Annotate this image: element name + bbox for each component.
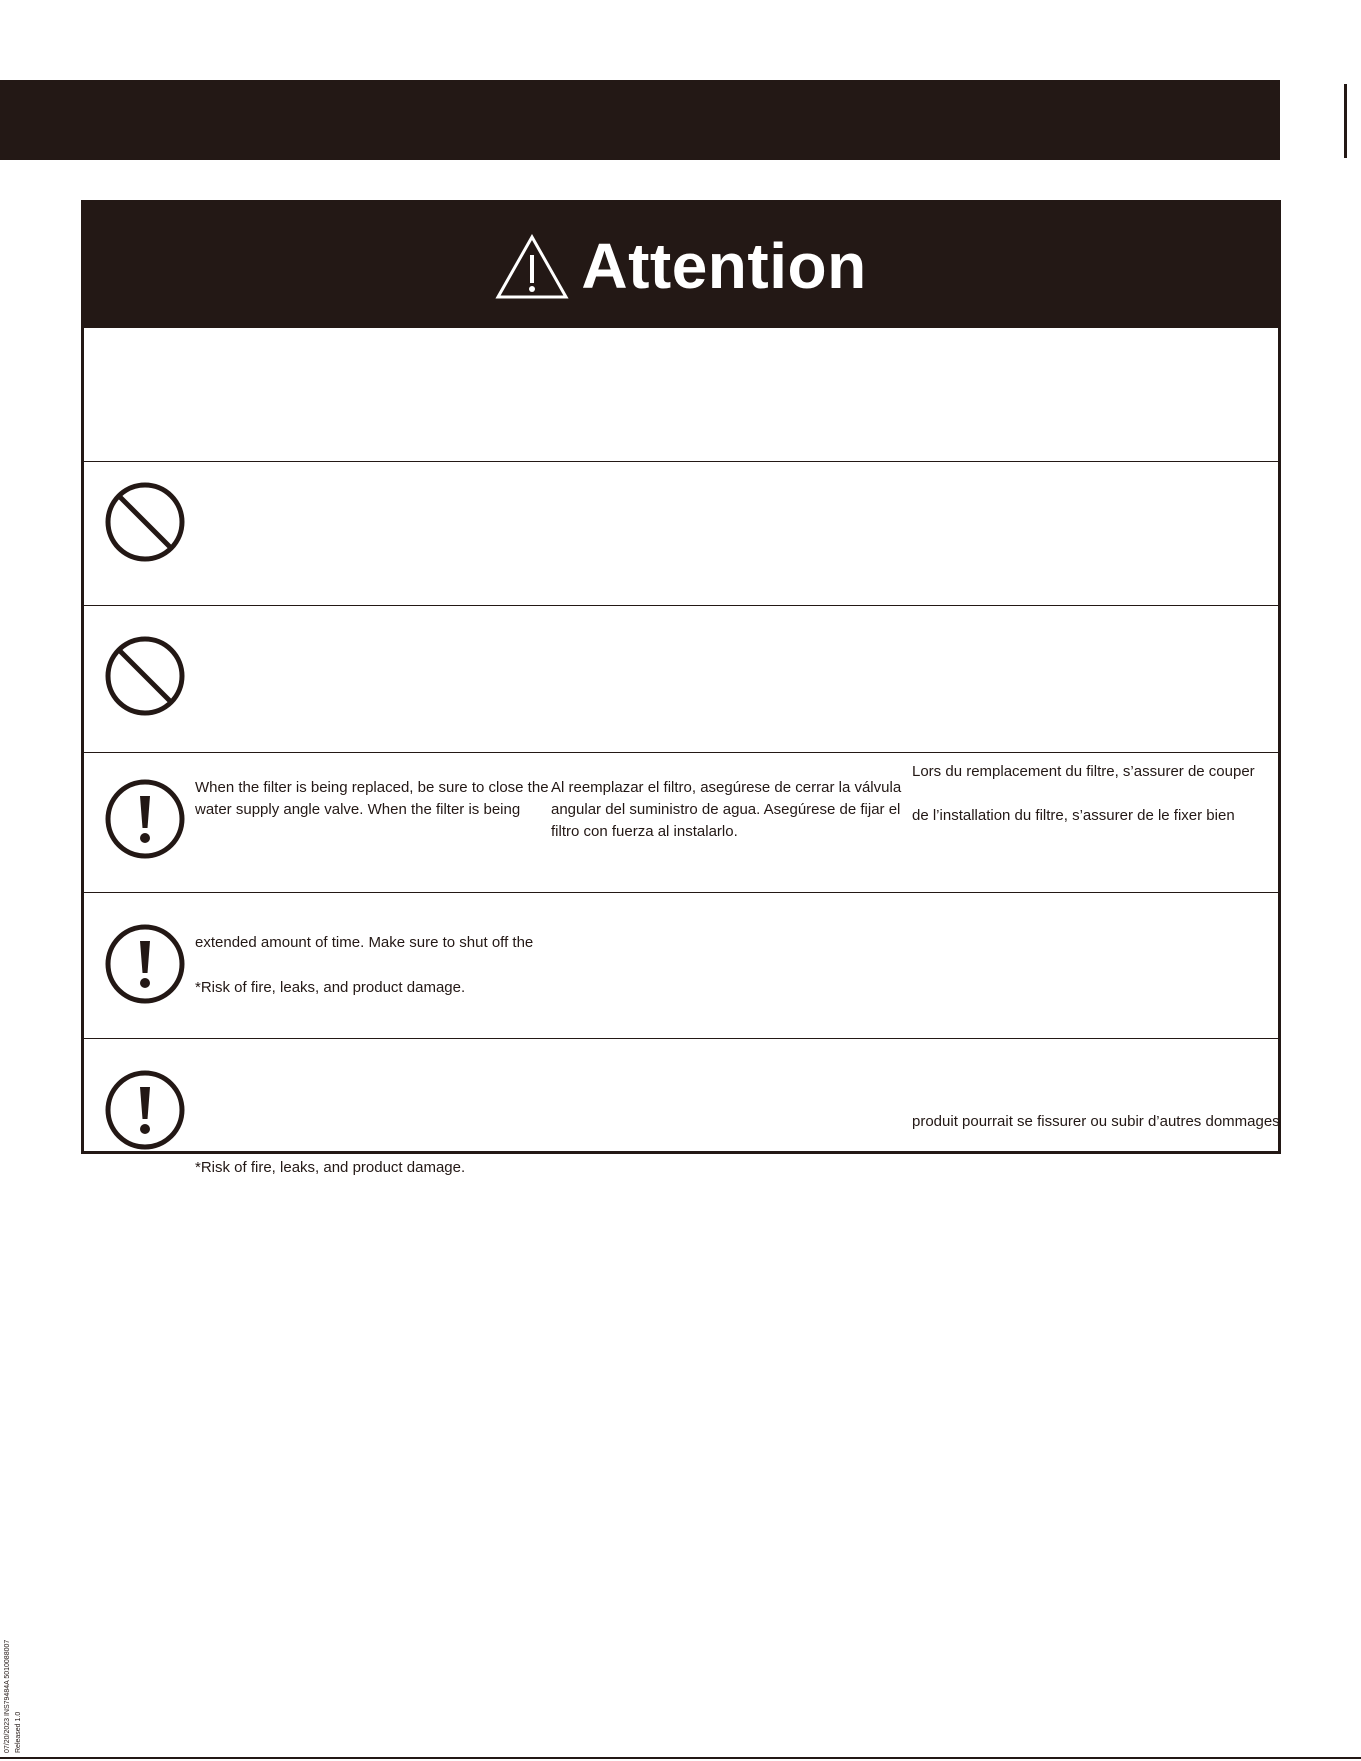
- caution-row-5: [84, 1038, 1280, 1176]
- attention-title: Attention: [581, 229, 867, 302]
- row3-en-line1: When the filter is being replaced, be sure to close the: [195, 779, 549, 796]
- warning-triangle-icon: [495, 234, 569, 300]
- top-banner-bar: [0, 80, 1280, 160]
- caution-row-4: [84, 892, 1278, 1038]
- caution-row-1: [84, 461, 1278, 605]
- row4-en-line2: *Risk of fire, leaks, and product damage.: [195, 979, 466, 996]
- attention-header-content: [495, 229, 866, 303]
- row5-en-line1: *Risk of fire, leaks, and product damage.: [195, 1159, 466, 1176]
- row3-fr-line2: de l’installation du filtre, s’assurer de le fixer bien: [912, 807, 1235, 824]
- row3-es-line1: Al reemplazar el filtro, asegúrese de cerrar la válvula: [551, 779, 902, 796]
- row5-fr-line1: produit pourrait se fissurer ou subir d’autres dommages: [912, 1113, 1280, 1130]
- attention-panel: [81, 200, 1281, 1176]
- attention-header: [84, 203, 1278, 328]
- exclamation-icon: [104, 923, 186, 1005]
- document-code-line1: 07/20/2023 INS79484A 5010088007: [4, 1639, 11, 1753]
- document-code-line2: Released 1.0: [15, 1711, 22, 1753]
- document-code: [2, 1640, 32, 1755]
- edge-mark: [1344, 84, 1347, 158]
- row3-en-line2: water supply angle valve. When the filter is being: [195, 801, 521, 818]
- caution-row-2: [84, 605, 1278, 752]
- exclamation-icon: [104, 1069, 186, 1151]
- prohibition-icon: [104, 635, 186, 717]
- caution-row-3: [84, 752, 1278, 892]
- prohibition-icon: [104, 481, 186, 563]
- row3-fr-line1: Lors du remplacement du filtre, s’assurer de couper: [912, 763, 1255, 780]
- row3-es-line2: angular del suministro de agua. Asegúrese de fijar el: [551, 801, 901, 818]
- row3-es-line3: filtro con fuerza al instalarlo.: [551, 823, 738, 840]
- bottom-rule: [0, 1757, 1361, 1759]
- exclamation-icon: [104, 778, 186, 860]
- row4-en-line1: extended amount of time. Make sure to shut off the: [195, 934, 534, 951]
